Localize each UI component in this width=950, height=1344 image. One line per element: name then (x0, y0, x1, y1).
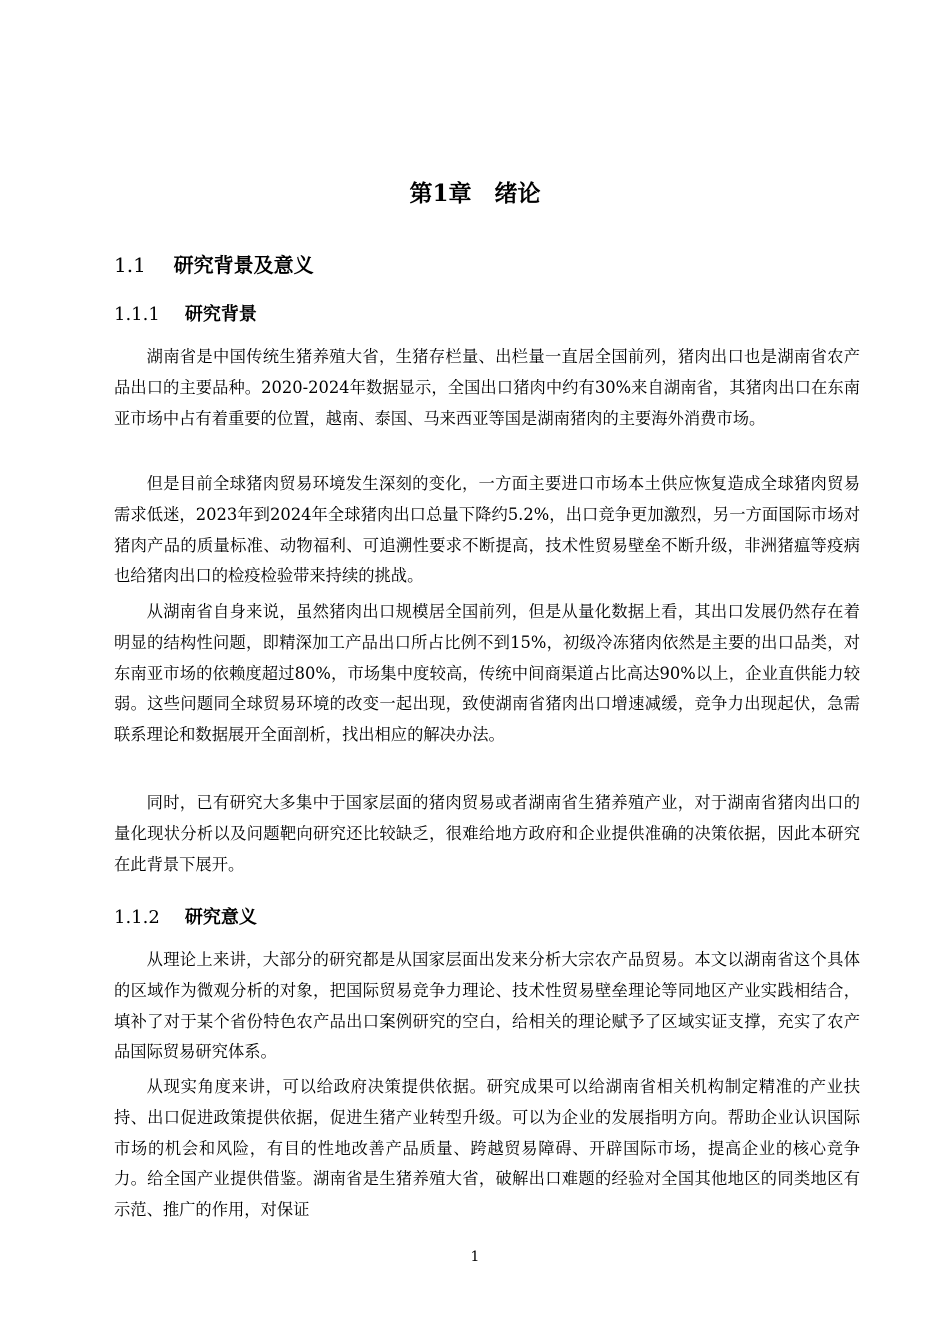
paragraph: 但是目前全球猪肉贸易环境发生深刻的变化，一方面主要进口市场本土供应恢复造成全球猪肉贸易需求低迷，2023年到2024年全球猪肉出口总量下降约5.2%，出口竞争更加激烈，另一方面国际市场对猪肉产品的质量标准、动物福利、可追溯性要求不断提高，技术性贸易壁垒不断升级，非洲猪瘟等疫病也给猪肉出口的检疫检验带来持续的挑战。 (114, 474, 860, 586)
section-number: 1.1.1 (114, 304, 160, 325)
paragraph: 从现实角度来讲，可以给政府决策提供依据。研究成果可以给湖南省相关机构制定精准的产业扶持、出口促进政策提供依据，促进生猪产业转型升级。可以为企业的发展指明方向。帮助企业认识国际市场的机会和风险，有目的性地改善产品质量、跨越贸易障碍、开辟国际市场，提高企业的核心竞争力。给全国产业提供借鉴。湖南省是生猪养殖大省，破解出口难题的经验对全国其他地区的同类地区有示范、推广的作用，对保证 (114, 1077, 860, 1220)
section-title: 研究意义 (184, 907, 257, 928)
paragraph: 从理论上来讲，大部分的研究都是从国家层面出发来分析大宗农产品贸易。本文以湖南省这个具体的区域作为微观分析的对象，把国际贸易竞争力理论、技术性贸易壁垒理论等同地区产业实践相结合，填补了对于某个省份特色农产品出口案例研究的空白，给相关的理论赋予了区域实证支撑，充实了农产品国际贸易研究体系。 (114, 950, 860, 1062)
section-title: 研究背景及意义 (173, 253, 314, 277)
section-heading-1-1 (114, 250, 314, 280)
paragraph: 同时，已有研究大多集中于国家层面的猪肉贸易或者湖南省生猪养殖产业，对于湖南省猪肉出口的量化现状分析以及问题靶向研究还比较缺乏，很难给地方政府和企业提供准确的决策依据，因此本研究在此背景下展开。 (114, 793, 860, 874)
chapter-title: 第1章 绪论 (409, 180, 541, 207)
paragraph: 湖南省是中国传统生猪养殖大省，生猪存栏量、出栏量一直居全国前列，猪肉出口也是湖南省农产品出口的主要品种。2020-2024年数据显示，全国出口猪肉中约有30%来自湖南省，其猪肉出口在东南亚市场中占有着重要的位置，越南、泰国、马来西亚等国是湖南猪肉的主要海外消费市场。 (114, 347, 860, 428)
page-number: 1 (470, 1249, 480, 1265)
section-number: 1.1 (114, 253, 146, 277)
paragraph: 从湖南省自身来说，虽然猪肉出口规模居全国前列，但是从量化数据上看，其出口发展仍然存在着明显的结构性问题，即精深加工产品出口所占比例不到15%，初级冷冻猪肉依然是主要的出口品类，对东南亚市场的依赖度超过80%，市场集中度较高，传统中间商渠道占比高达90%以上，企业直供能力较弱。这些问题同全球贸易环境的改变一起出现，致使湖南省猪肉出口增速减缓，竞争力出现起伏，急需联系理论和数据展开全面剖析，找出相应的解决办法。 (114, 602, 860, 745)
section-heading-1-1-1 (114, 301, 257, 329)
section-number: 1.1.2 (114, 907, 160, 928)
section-heading-1-1-2 (114, 904, 257, 932)
section-title: 研究背景 (184, 304, 257, 325)
